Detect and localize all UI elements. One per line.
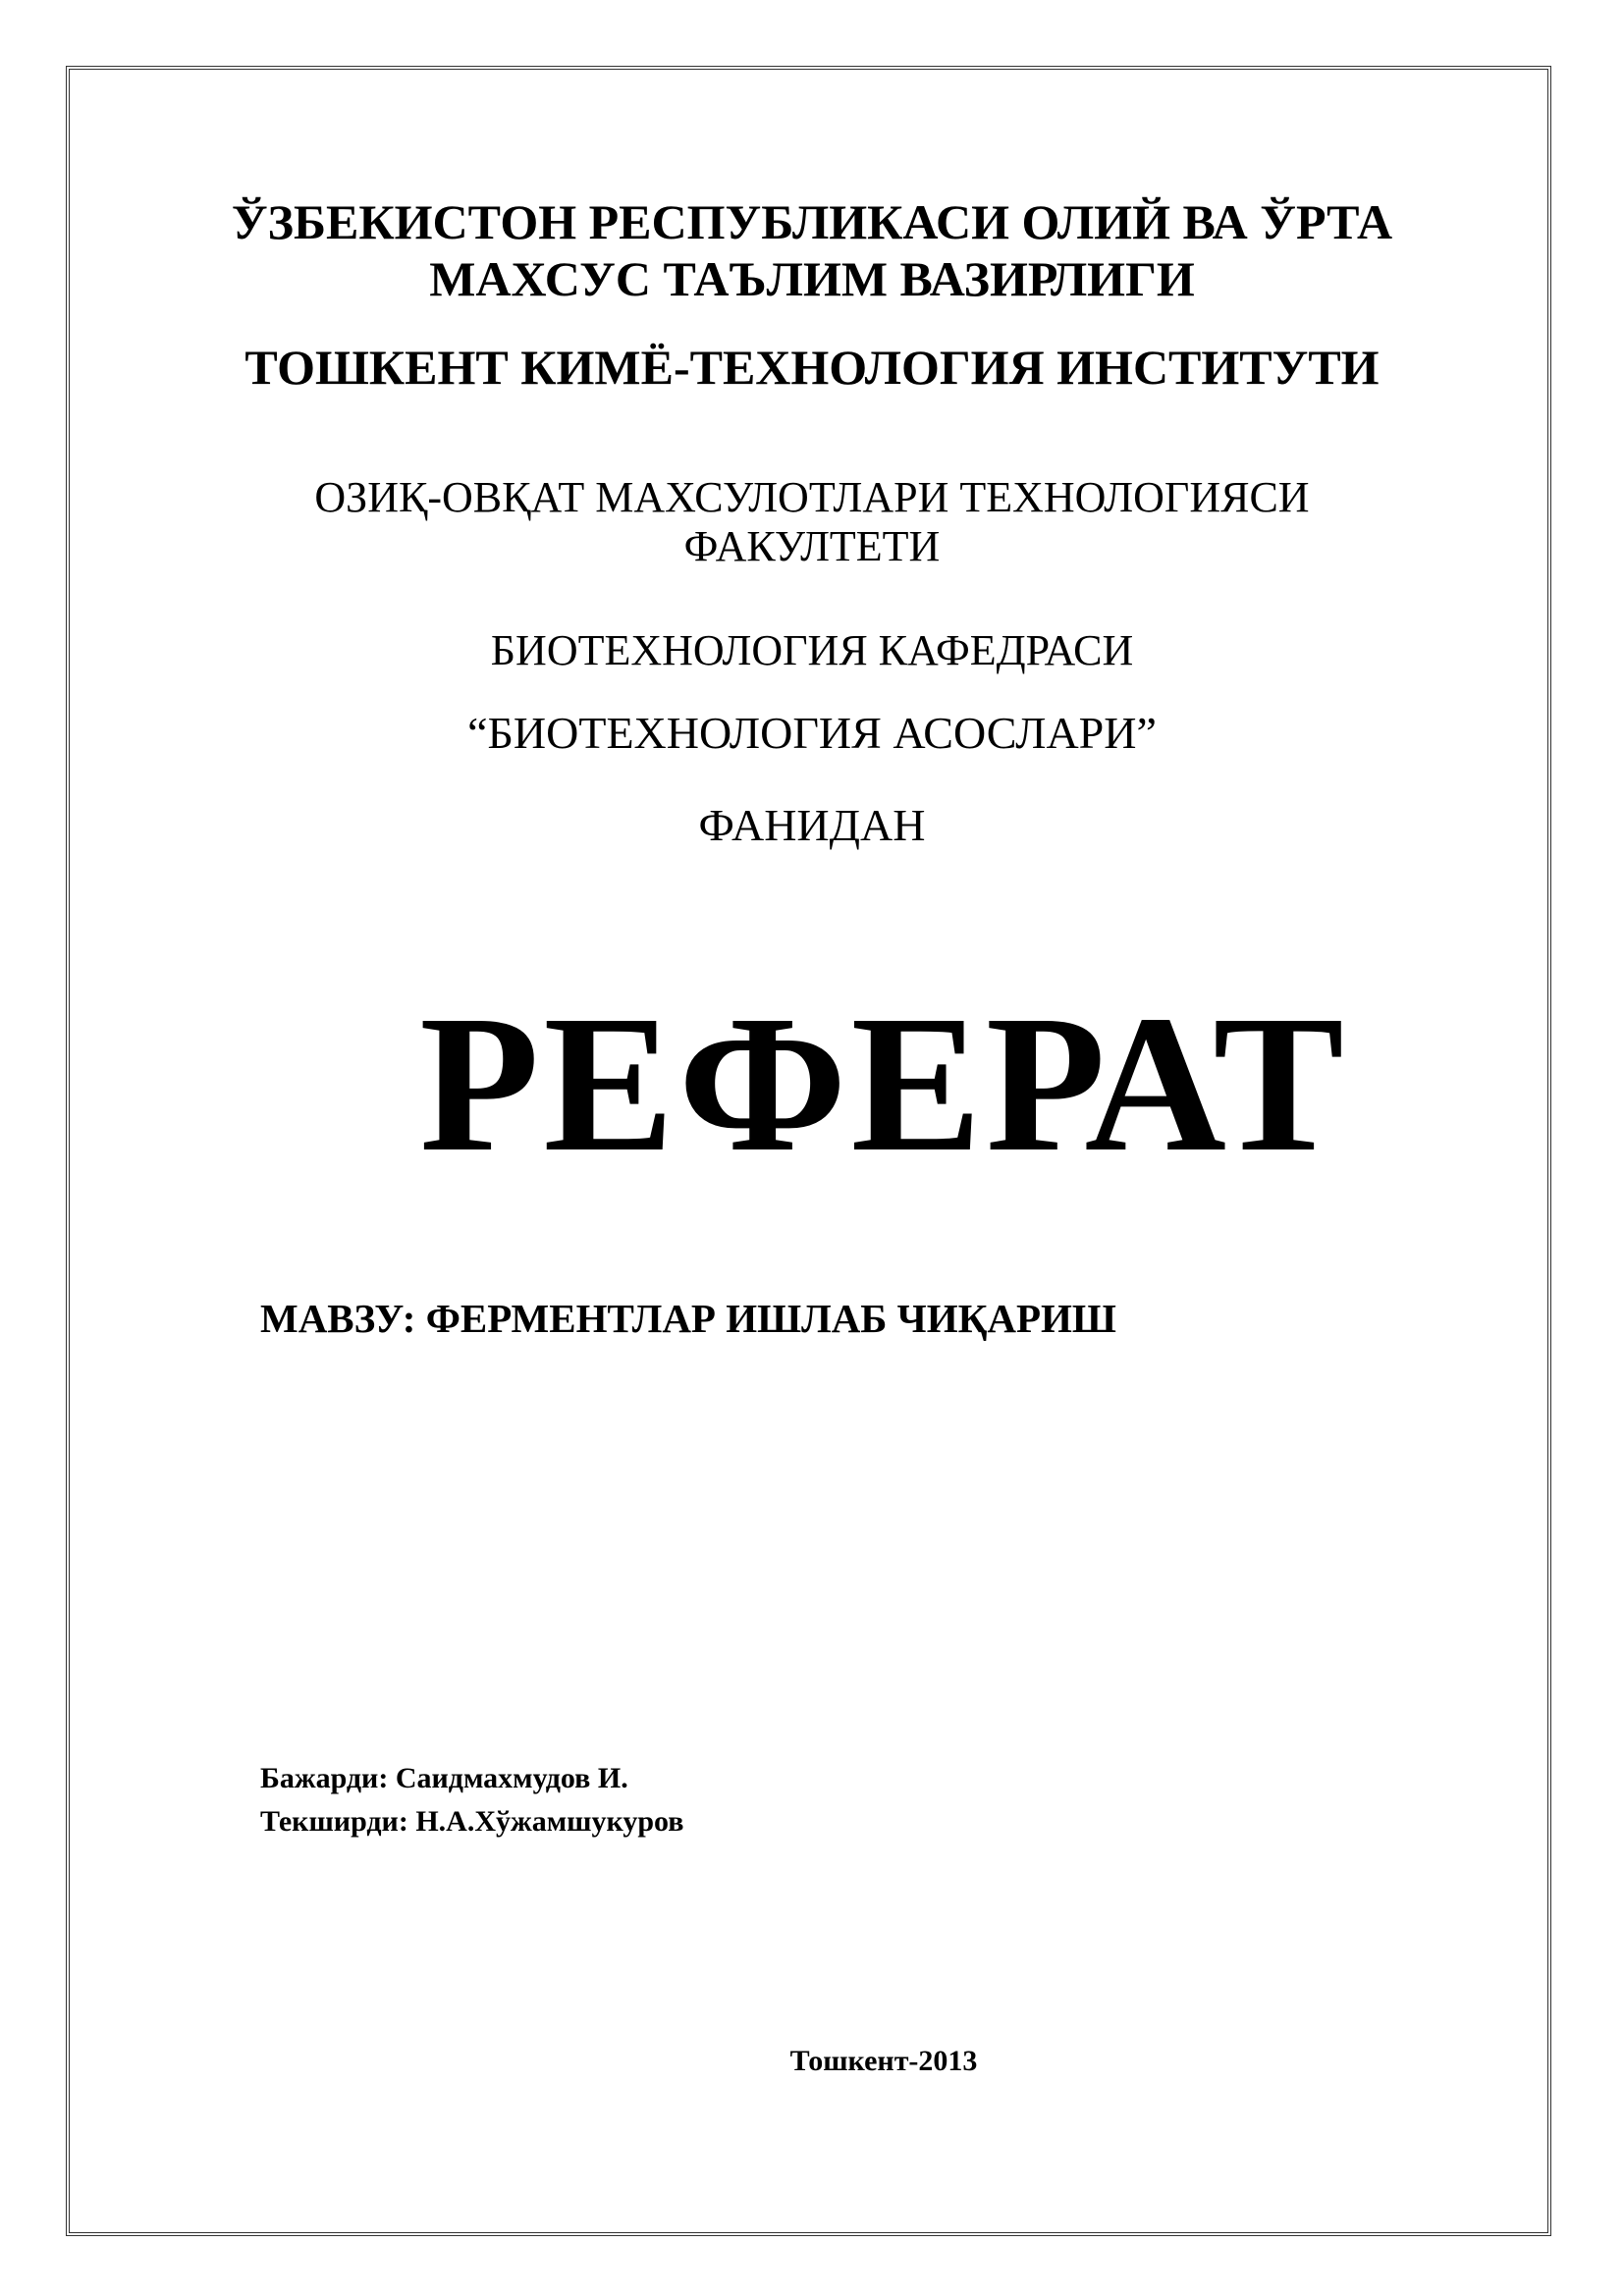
performed-by: Бажарди: Саидмахмудов И. [260,1762,628,1794]
department-name: БИОТЕХНОЛОГИЯ КАФЕДРАСИ [490,626,1134,674]
ministry-line-1: ЎЗБЕКИСТОН РЕСПУБЛИКАСИ ОЛИЙ ВА ЎРТА [231,194,1393,249]
institute-name: ТОШКЕНТ КИМЁ-ТЕХНОЛОГИЯ ИНСТИТУТИ [244,340,1380,395]
subject-suffix: ФАНИДАН [698,800,926,850]
faculty-line-2: ФАКУЛТЕТИ [683,522,941,570]
topic-line: МАВЗУ: ФЕРМЕНТЛАР ИШЛАБ ЧИҚАРИШ [260,1296,1116,1341]
place-year: Тошкент-2013 [789,2045,978,2077]
faculty-line-1: ОЗИҚ-ОВҚАТ МАХСУЛОТЛАРИ ТЕХНОЛОГИЯСИ [314,473,1310,521]
subject-name: “БИОТЕХНОЛОГИЯ АСОСЛАРИ” [467,708,1157,758]
ministry-line-2: МАХСУС ТАЪЛИМ ВАЗИРЛИГИ [429,251,1195,306]
document-title: РЕФЕРАТ [419,976,1348,1193]
checked-by: Текширди: Н.А.Хўжамшукуров [260,1805,684,1838]
